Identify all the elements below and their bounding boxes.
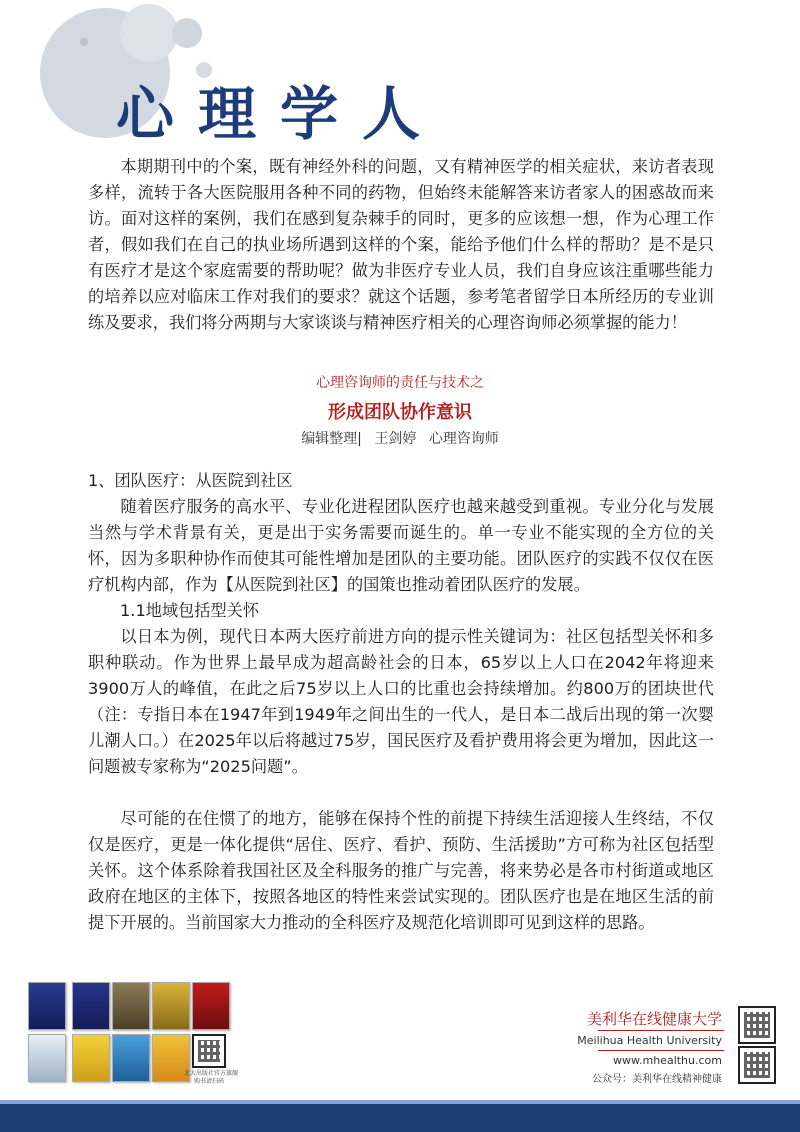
byline-name: 王剑婷 — [374, 431, 417, 447]
book-cover-6 — [28, 1034, 66, 1082]
qr-code-bookstore[interactable] — [192, 1034, 226, 1068]
section-heading: 1、团队医疗：从医院到社区 — [88, 471, 293, 490]
org-url[interactable]: www.mhealthu.com — [613, 1054, 722, 1067]
bookstore-caption-1: 北大出版社官方旗舰 — [184, 1070, 239, 1077]
org-divider-2 — [598, 1050, 724, 1051]
subsection-heading: 1.1地域包括型关怀 — [120, 601, 260, 620]
book-cover-4 — [152, 982, 190, 1030]
book-cover-7 — [72, 1034, 110, 1082]
decor-circle-dot — [80, 38, 88, 46]
article-kicker: 心理咨询师的责任与技术之 — [316, 375, 484, 391]
book-cover-1 — [28, 982, 66, 1030]
article-byline — [0, 428, 800, 448]
decor-circle-tiny — [196, 62, 212, 78]
bookstore-caption-2: 购书请扫码 — [194, 1078, 225, 1085]
footer-bar — [0, 1104, 800, 1132]
decor-circle-medium — [120, 4, 178, 62]
org-wechat: 公众号：美利华在线精神健康 — [592, 1074, 722, 1085]
section-paragraph-1: 随着医疗服务的高水平、专业化进程团队医疗也越来越受到重视。专业分化与发展当然与学术背景有关，更是出于实务需要而诞生的。单一专业不能实现的全方位的关怀，因为多职种协作而使其可能性增加是团队的主要功能。团队医疗的实践不仅仅在医疗机构内部，作为【从医院到社区】的国策也推动着团队医疗的发展。 — [88, 497, 714, 594]
book-cover-8 — [112, 1034, 150, 1082]
book-cover-3 — [112, 982, 150, 1030]
decor-circle-small — [172, 18, 202, 48]
byline-role: 编辑整理| — [301, 431, 362, 447]
byline-title: 心理咨询师 — [428, 431, 499, 447]
article-headline: 形成团队协作意识 — [328, 402, 472, 423]
section-paragraph-3: 尽可能的在住惯了的地方，能够在保持个性的前提下持续生活迎接人生终结，不仅仅是医疗，更是一体化提供“居住、医疗、看护、预防、生活援助”方可称为社区包括型关怀。这个体系除着我国社区及全科服务的推广与完善，将来势必是各市村街道或地区政府在地区的主体下，按照各地区的特性来尝试实现的。团队医疗也是在地区生活的前提下开展的。当前国家大力推动的全科医疗及规范化培训即可见到这样的思路。 — [88, 809, 714, 932]
intro-paragraph: 本期期刊中的个案，既有神经外科的问题，又有精神医学的相关症状，来访者表现多样，流转于各大医院服用各种不同的药物，但始终未能解答来访者家人的困惑故而来访。面对这样的案例，我们在感到复杂棘手的同时，更多的应该想一想，作为心理工作者，假如我们在自己的执业场所遇到这样的个案，能给予他们什么样的帮助？是不是只有医疗才是这个家庭需要的帮助呢？做为非医疗专业人员，我们自身应该注重哪些能力的培养以应对临床工作对我们的要求？就这个话题，参考笔者留学日本所经历的专业训练及要求，我们将分两期与大家谈谈与精神医疗相关的心理咨询师必须掌握的能力！ — [88, 157, 714, 332]
org-divider — [598, 1030, 724, 1031]
qr-code-bottom[interactable] — [738, 1046, 776, 1084]
book-cover-5 — [192, 982, 230, 1030]
book-cover-2 — [72, 982, 110, 1030]
org-name-en: Meilihua Health University — [577, 1034, 722, 1047]
qr-code-top[interactable] — [738, 1006, 776, 1044]
section-paragraph-2: 以日本为例，现代日本两大医疗前进方向的提示性关键词为：社区包括型关怀和多职种联动。作为世界上最早成为超高龄社会的日本，65岁以上人口在2042年将迎来3900万人的峰值，在此之后75岁以上人口的比重也会持续增加。约800万的团块世代（注：专指日本在1947年到1949年之间出生的一代人，是日本二战后出现的第一次婴儿潮人口。）在2025年以后将越过75岁，国民医疗及看护费用将会更为增加，因此这一问题被专家称为“2025问题”。 — [88, 627, 714, 776]
org-name-cn: 美利华在线健康大学 — [586, 1010, 722, 1028]
page-title: 心理学人 — [116, 80, 445, 148]
